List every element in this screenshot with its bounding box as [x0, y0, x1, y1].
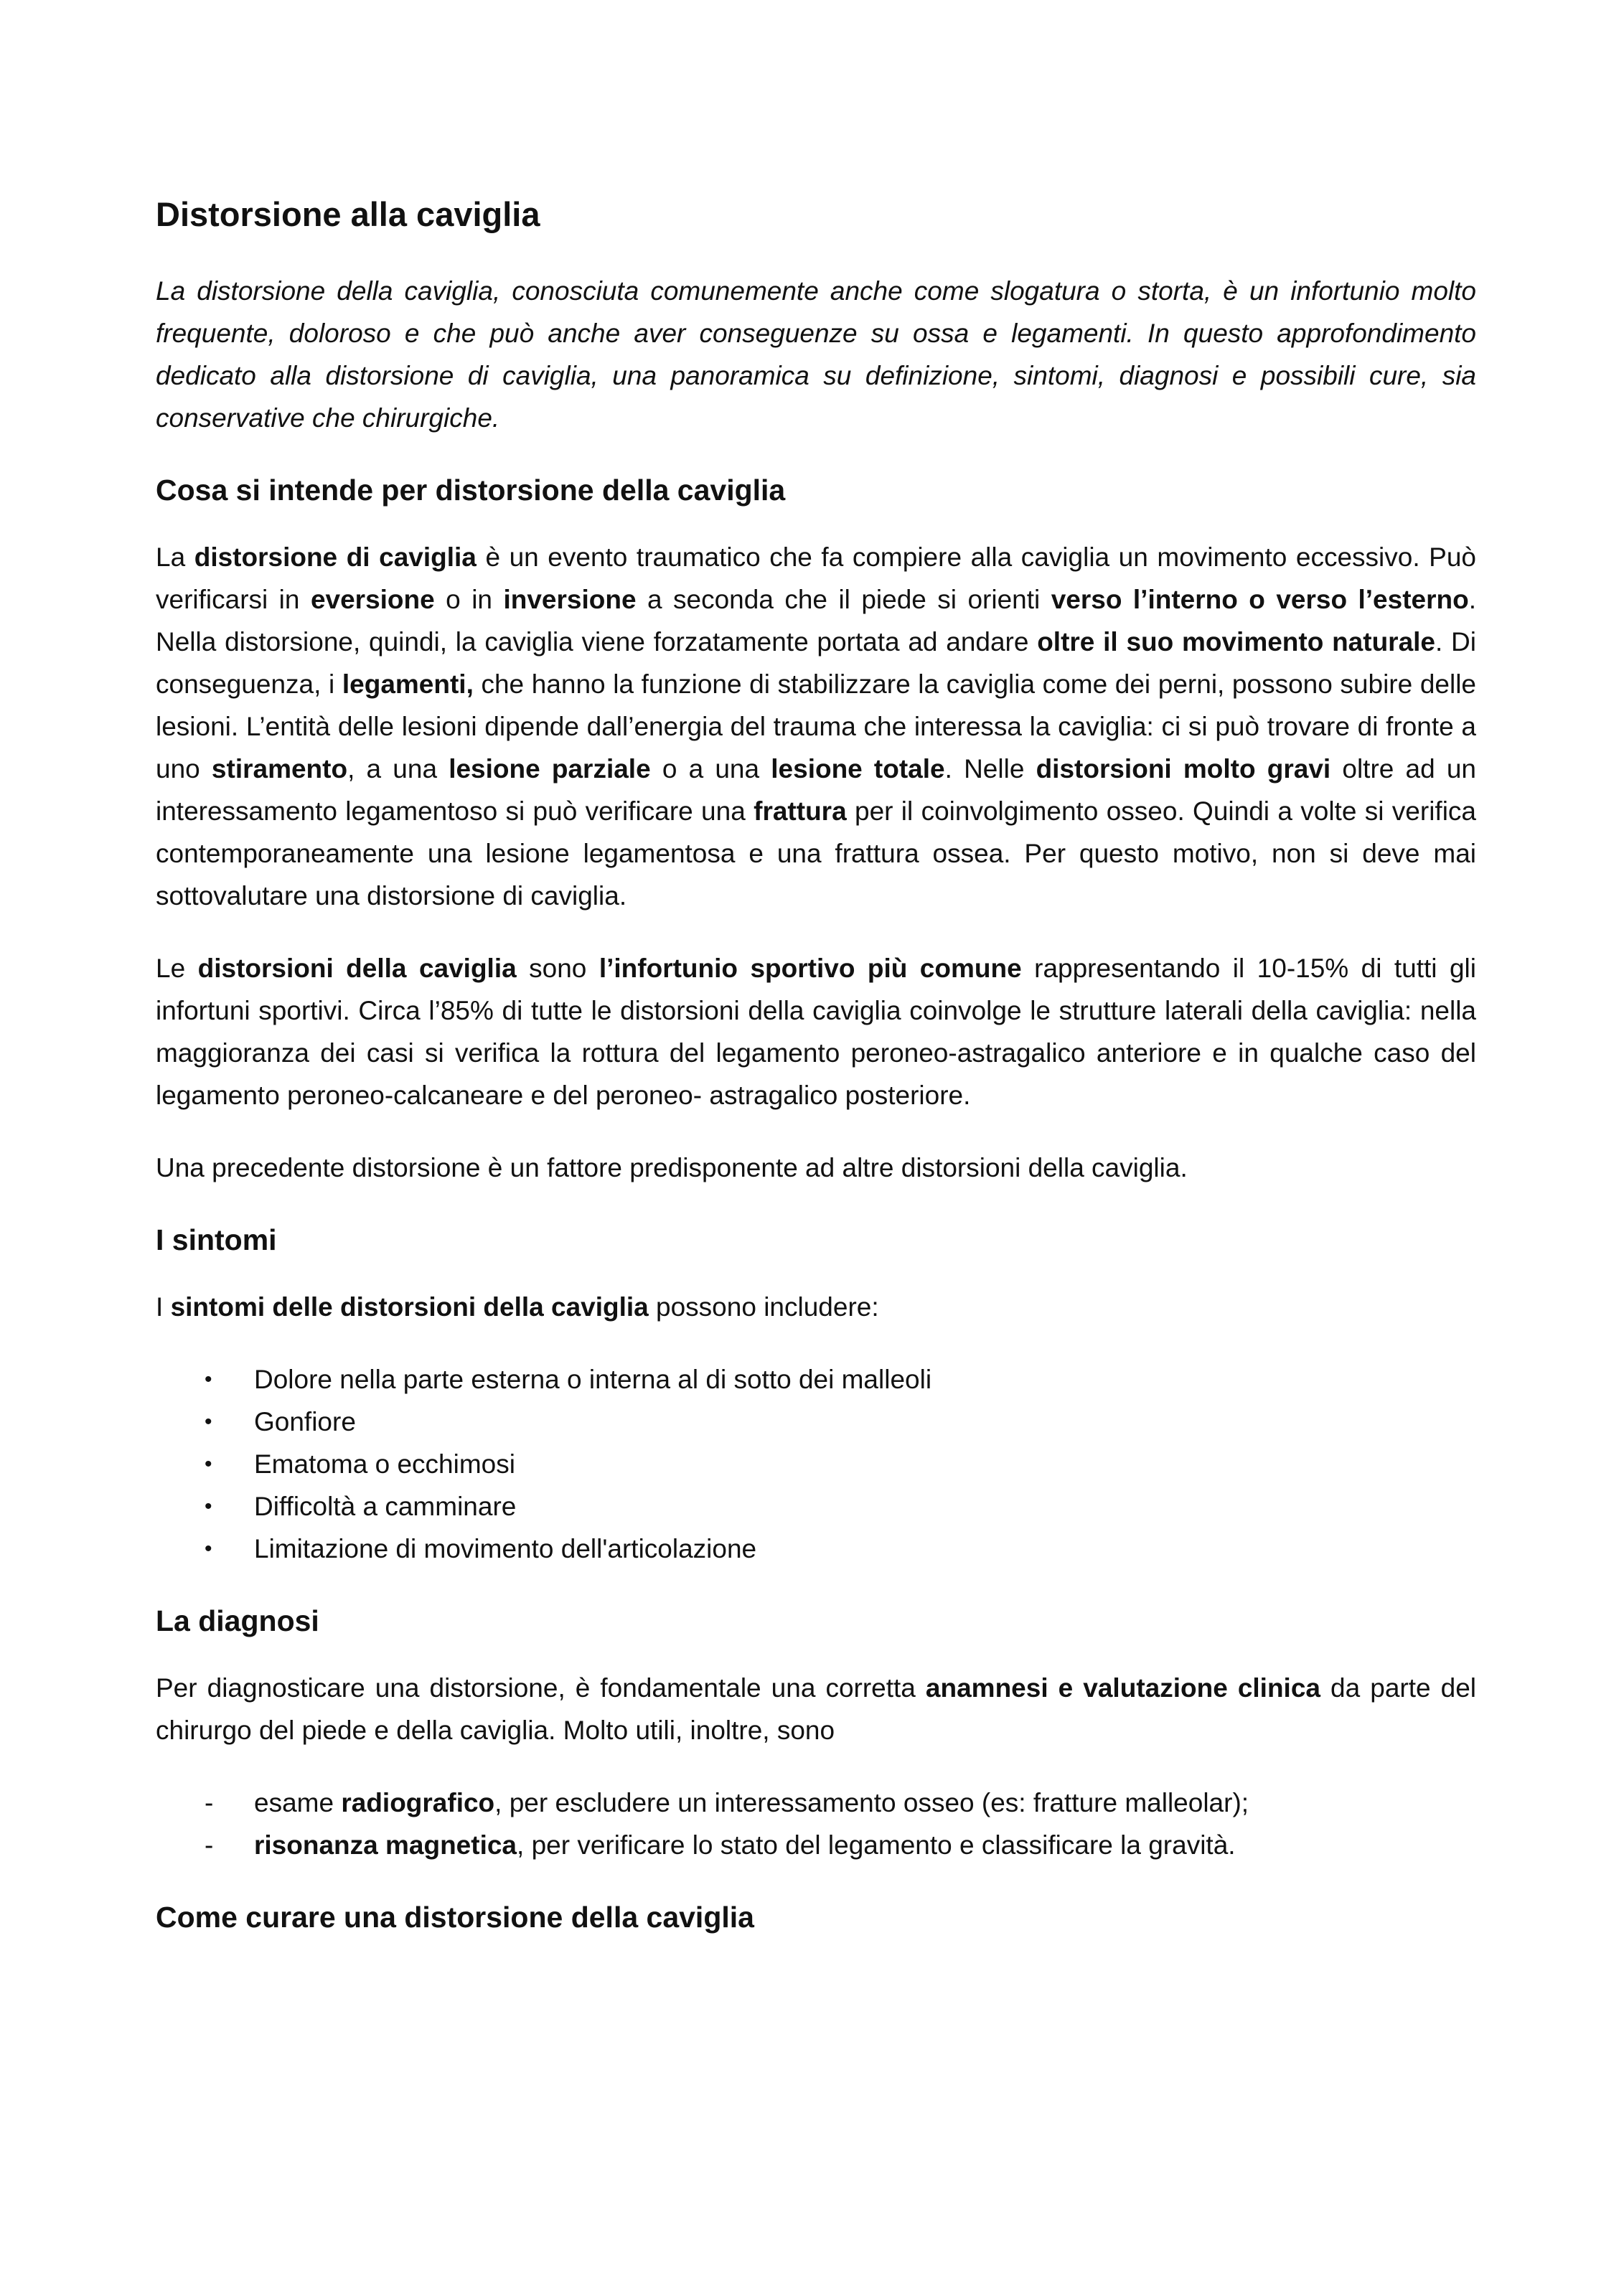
- text-run: o in: [434, 585, 504, 614]
- document-content: [156, 192, 1476, 1963]
- list-item: [156, 1401, 1476, 1443]
- list-item-text: Difficoltà a camminare: [254, 1492, 517, 1521]
- bold-run: distorsioni molto gravi: [1036, 754, 1331, 784]
- document-title: Distorsione alla caviglia: [156, 195, 540, 233]
- text-run: I: [156, 1292, 171, 1322]
- text-run: per il coinvolgimento osseo. Quindi a volte si verifica contemporaneamente una lesione legamentosa e una frattura ossea. Per questo motivo, non si deve mai sottovalutare una distorsione di caviglia.: [156, 796, 1476, 911]
- bold-run: eversione: [310, 585, 435, 614]
- predisposition-paragraph: Una precedente distorsione è un fattore predisponente ad altre distorsioni della caviglia.: [156, 1153, 1188, 1182]
- list-item-text: Limitazione di movimento dell'articolazione: [254, 1534, 757, 1563]
- bold-run: inversione: [503, 585, 637, 614]
- list-item-text: Ematoma o ecchimosi: [254, 1449, 515, 1479]
- list-item: [156, 1443, 1476, 1485]
- intro-paragraph: La distorsione della caviglia, conosciuta comunemente anche come slogatura o storta, è un infortunio molto frequente, doloroso e che può anche aver conseguenze su ossa e legamenti. In questo approfondimento dedicato alla distorsione di caviglia, una panoramica su definizione, sintomi, diagnosi e possibili cure, sia conservative che chirurgiche.: [156, 276, 1476, 433]
- bold-run: lesione parziale: [449, 754, 651, 784]
- text-run: oltre ad un interessamento legamentoso si può verificare una: [156, 754, 1476, 826]
- list-item: [156, 1782, 1476, 1824]
- text-run: , per verificare lo stato del legamento e classificare la gravità.: [517, 1830, 1236, 1860]
- bold-run: oltre il suo movimento naturale: [1037, 627, 1436, 657]
- list-item-text: Gonfiore: [254, 1407, 356, 1436]
- list-item: [156, 1528, 1476, 1570]
- section-heading-symptoms: I sintomi: [156, 1223, 277, 1256]
- bold-run: distorsione di caviglia: [194, 542, 477, 572]
- bold-run: sintomi delle distorsioni della caviglia: [170, 1292, 649, 1322]
- text-run: La: [156, 542, 194, 572]
- symptoms-list: [156, 1358, 1476, 1570]
- text-run: rappresentando il 10-15% di tutti gli infortuni sportivi. Circa l’85% di tutte le distorsioni della caviglia coinvolge le strutture laterali della caviglia: nella maggioranza dei casi si verifica la rottura del legamento peroneo-astragalico anteriore e in qualche caso del legamento peroneo-calcaneare e del peroneo- astragalico posteriore.: [156, 954, 1476, 1110]
- text-run: , per escludere un interessamento osseo (es: fratture malleolar);: [494, 1788, 1249, 1817]
- text-run: esame: [254, 1788, 342, 1817]
- text-run: sono: [516, 954, 599, 983]
- text-run: . Di conseguenza, i: [156, 627, 1476, 699]
- dash-icon: -: [205, 1788, 214, 1817]
- statistics-paragraph: [156, 947, 1476, 1116]
- bold-run: lesione totale: [771, 754, 945, 784]
- symptoms-lead-paragraph: [156, 1286, 1476, 1328]
- list-item: [156, 1485, 1476, 1528]
- text-run: possono includere:: [648, 1292, 879, 1322]
- bold-run: stiramento: [211, 754, 348, 784]
- bullet-icon: •: [205, 1452, 212, 1476]
- text-run: da parte del chirurgo del piede e della caviglia. Molto utili, inoltre, sono: [156, 1673, 1476, 1745]
- text-run: Le: [156, 954, 198, 983]
- bullet-icon: •: [205, 1410, 212, 1434]
- list-item: [156, 1824, 1476, 1866]
- bullet-icon: •: [205, 1495, 212, 1518]
- bold-run: radiografico: [341, 1788, 495, 1817]
- bullet-icon: •: [205, 1537, 212, 1561]
- list-item-text: Dolore nella parte esterna o interna al di sotto dei malleoli: [254, 1365, 932, 1394]
- text-run: a seconda che il piede si orienti: [636, 585, 1051, 614]
- diagnosis-exams-list: [156, 1782, 1476, 1866]
- bold-run: verso l’interno o verso l’esterno: [1051, 585, 1469, 614]
- bold-run: legamenti,: [342, 669, 474, 699]
- bold-run: frattura: [754, 796, 847, 826]
- bold-run: anamnesi e valutazione clinica: [925, 1673, 1320, 1703]
- bold-run: l’infortunio sportivo più comune: [599, 954, 1022, 983]
- bullet-icon: •: [205, 1368, 212, 1391]
- diagnosis-lead-paragraph: [156, 1667, 1476, 1751]
- section-heading-definition: Cosa si intende per distorsione della caviglia: [156, 474, 786, 507]
- definition-paragraph: [156, 536, 1476, 917]
- bold-run: risonanza magnetica: [254, 1830, 517, 1860]
- text-run: Per diagnosticare una distorsione, è fondamentale una corretta: [156, 1673, 926, 1703]
- text-run: . Nelle: [944, 754, 1036, 784]
- text-run: , a una: [347, 754, 449, 784]
- dash-icon: -: [205, 1830, 214, 1860]
- text-run: che hanno la funzione di stabilizzare la caviglia come dei perni, possono subire delle lesioni. L’entità delle lesioni dipende dall’energia del trauma che interessa la caviglia: ci si può trovare di fronte a uno: [156, 669, 1476, 784]
- list-item: [156, 1358, 1476, 1401]
- section-heading-diagnosis: La diagnosi: [156, 1604, 319, 1637]
- bold-run: distorsioni della caviglia: [197, 954, 517, 983]
- text-run: è un evento traumatico che fa compiere alla caviglia un movimento eccessivo. Può verificarsi in: [156, 542, 1477, 614]
- section-heading-treatment: Come curare una distorsione della caviglia: [156, 1901, 754, 1934]
- text-run: o a una: [650, 754, 771, 784]
- text-run: . Nella distorsione, quindi, la caviglia viene forzatamente portata ad andare: [156, 585, 1476, 657]
